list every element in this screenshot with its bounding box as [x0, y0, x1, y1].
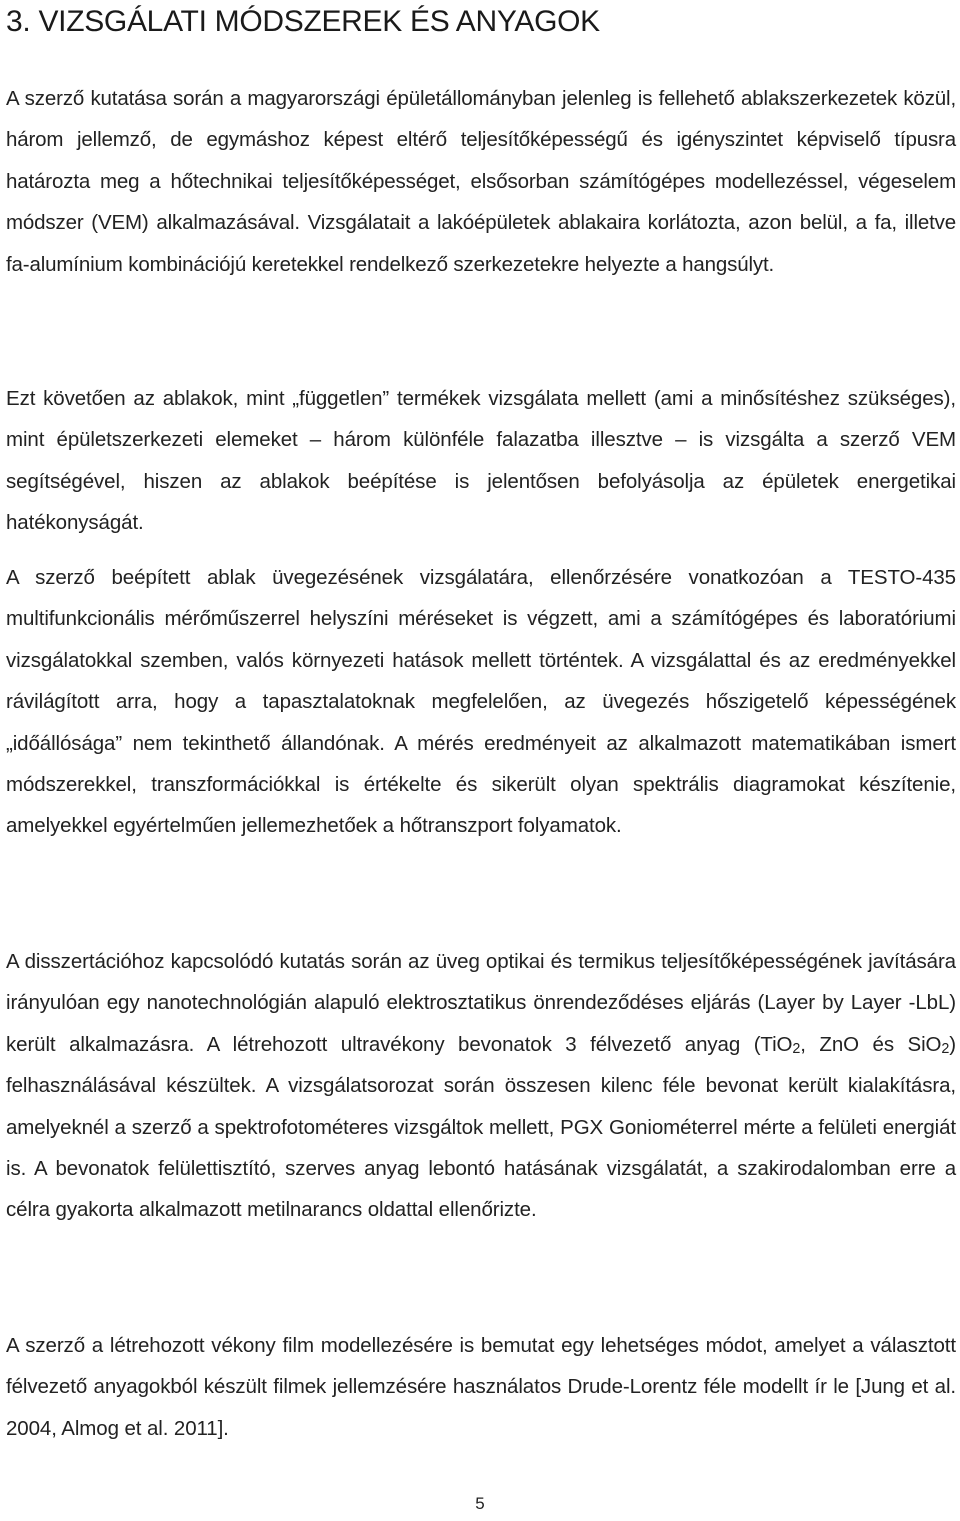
paragraph-text-part: A disszertációhoz kapcsolódó kutatás során az üveg optikai és termikus teljesítőképességének javítására irányulóan egy nanotechnológián alapuló elektrosztatikus önrendeződéses eljárás (Layer by Layer -LbL) került alkalmazásra. A létrehozott ultravékony bevonatok 3 félvezető anyag (TiO — [6, 950, 956, 1056]
paragraph-text-part: , ZnO és SiO — [800, 1032, 942, 1056]
paragraph-text-part: ) felhasználásával készültek. A vizsgálatsorozat során összesen kilenc féle bevonat került kialakításra, amelyeknél a szerző a spektrofotométeres vizsgáltok mellett, PGX Goniométerrel mérte a felületi energiát is. A bevonatok felülettisztító, szerves anyag lebontó hatásának vizsgálatát, a szakirodalomban erre a célra gyakorta alkalmazott metilnarancs oldattal ellenőrizte. — [6, 1032, 957, 1222]
paragraph-thin-film-modelling: A szerző a létrehozott vékony film modellezésére is bemutat egy lehetséges módot, amelyet a választott félvezető anyagokból készült filmek jellemzésére használatos Drude-Lorentz féle modellt ír le [Jung et al. 2004, Almog et al. 2011]. — [6, 1334, 956, 1440]
section-heading: 3. VIZSGÁLATI MÓDSZEREK ÉS ANYAGOK — [6, 5, 600, 38]
subscript: 2 — [941, 1040, 950, 1057]
paragraph-nanocoating-research — [6, 941, 956, 1231]
subscript: 2 — [792, 1040, 801, 1057]
paragraph-methods-intro: A szerző kutatása során a magyarországi épületállományban jelenleg is fellehető ablakszerkezetek közül, három jellemző, de egymáshoz képest eltérő teljesítőképességű és igényszintet képviselő típusra határozta meg a hőtechnikai teljesítőképességet, elsősorban számítógépes modellezéssel, végeselem módszer (VEM) alkalmazásával. Vizsgálatait a lakóépületek ablakaira korlátozta, azon belül, a fa, illetve fa-alumínium kombinációjú keretekkel rendelkező szerkezetekre helyezte a hangsúlyt. — [6, 87, 956, 276]
document-page — [6, 0, 957, 1440]
paragraph-window-installation: Ezt követően az ablakok, mint „független” termékek vizsgálata mellett (ami a minősítéshez szükséges), mint épületszerkezeti elemeket – három különféle falazatba illesztve – is vizsgálta a szerző VEM segítségével, hiszen az ablakok beépítése is jelentősen befolyásolja az épületek energetikai hatékonyságát. — [6, 387, 956, 535]
paragraph-site-measurements: A szerző beépített ablak üvegezésének vizsgálatára, ellenőrzésére vonatkozóan a TESTO-435 multifunkcionális mérőműszerrel helyszíni méréseket is végzett, ami a számítógépes és laboratóriumi vizsgálatokkal szemben, valós környezeti hatások mellett történtek. A vizsgálattal és az eredményekkel rávilágított arra, hogy a tapasztalatoknak megfelelően, az üvegezés hőszigetelő képességének „időállósága” nem tekinthető állandónak. A mérés eredményeit az alkalmazott matematikában ismert módszerekkel, transzformációkkal is értékelte és sikerült olyan spektrális diagramokat készítenie, amelyekkel egyértelműen jellemezhetőek a hőtranszport folyamatok. — [6, 566, 956, 838]
page-number: 5 — [475, 1494, 485, 1513]
